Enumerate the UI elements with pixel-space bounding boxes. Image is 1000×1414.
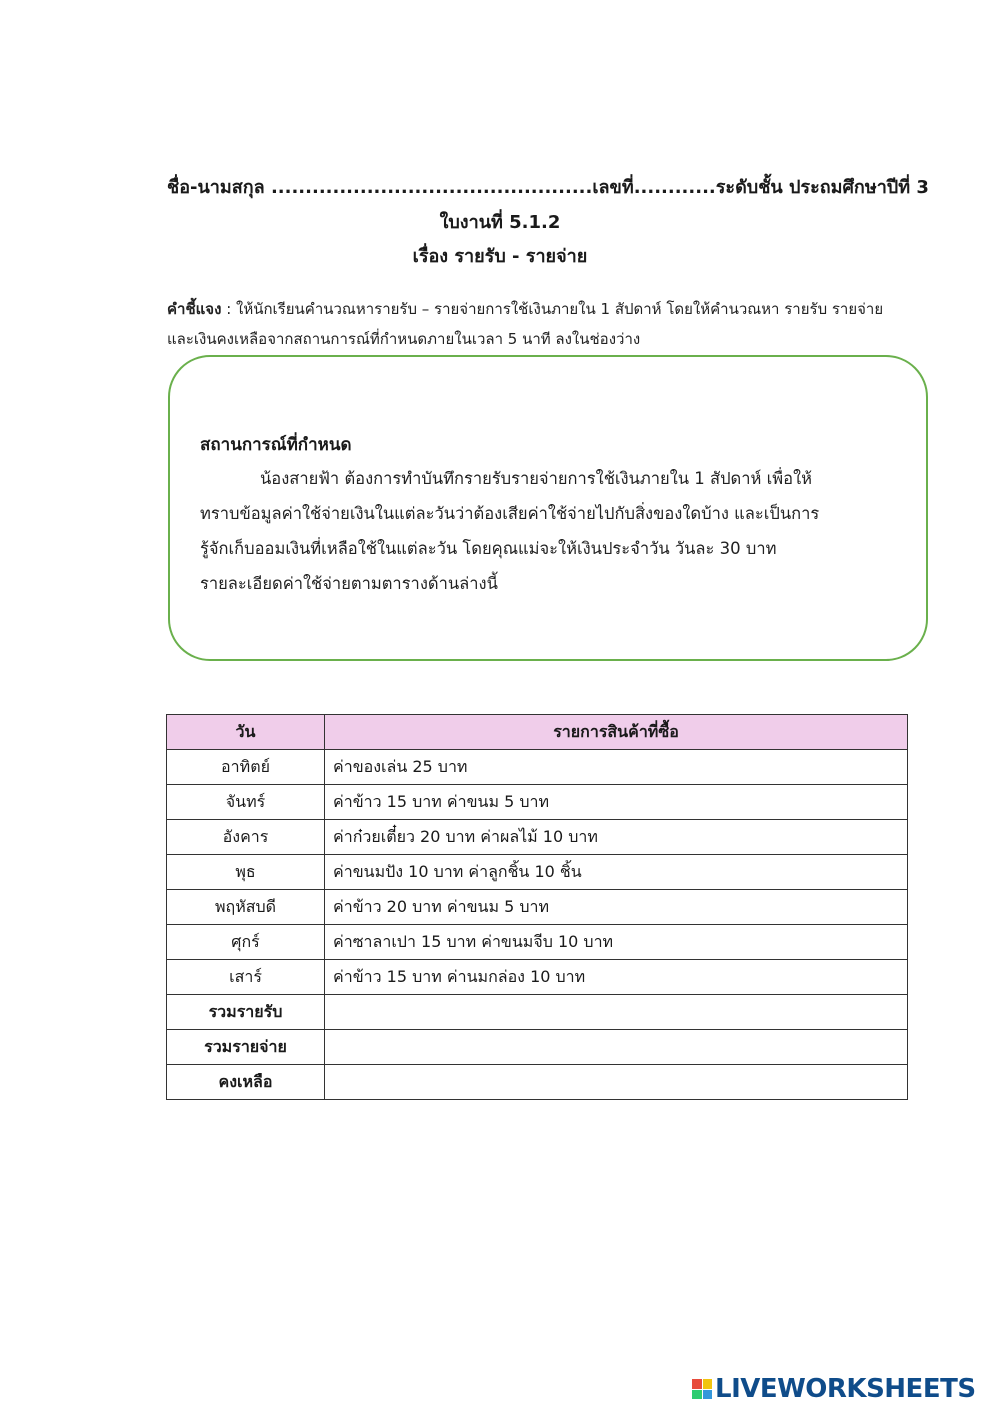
table-row xyxy=(167,925,908,960)
day-cell: พฤหัสบดี xyxy=(167,890,325,925)
day-cell: อาทิตย์ xyxy=(167,750,325,785)
scenario-line: รู้จักเก็บออมเงินที่เหลือใช้ในแต่ละวัน โดยคุณแม่จะให้เงินประจำวัน วันละ 30 บาท xyxy=(200,539,777,558)
summary-label: รวมรายรับ xyxy=(167,995,325,1030)
items-cell: ค่าข้าว 20 บาท ค่าขนม 5 บาท xyxy=(325,890,908,925)
table-row xyxy=(167,960,908,995)
header-items: รายการสินค้าที่ซื้อ xyxy=(325,715,908,750)
items-cell: ค่าซาลาเปา 15 บาท ค่าขนมจีบ 10 บาท xyxy=(325,925,908,960)
instructions-label: คำชี้แจง xyxy=(167,300,222,318)
day-cell: อังคาร xyxy=(167,820,325,855)
scenario-line: ทราบข้อมูลค่าใช้จ่ายเงินในแต่ละวันว่าต้องเสียค่าใช้จ่ายไปกับสิ่งของใดบ้าง และเป็นการ xyxy=(200,504,820,523)
worksheet-number: ใบงานที่ 5.1.2 xyxy=(439,212,561,233)
scenario-line: น้องสายฟ้า ต้องการทำบันทึกรายรับรายจ่ายการใช้เงินภายใน 1 สัปดาห์ เพื่อให้ xyxy=(260,469,813,488)
summary-row-balance xyxy=(167,1065,908,1100)
total-income-answer[interactable] xyxy=(325,995,908,1030)
scenario-box xyxy=(168,355,928,661)
summary-row-income xyxy=(167,995,908,1030)
scenario-line: รายละเอียดค่าใช้จ่ายตามตารางด้านล่างนี้ xyxy=(200,574,498,593)
instructions xyxy=(167,294,887,354)
items-cell: ค่าของเล่น 25 บาท xyxy=(325,750,908,785)
balance-answer[interactable] xyxy=(325,1065,908,1100)
summary-label: รวมรายจ่าย xyxy=(167,1030,325,1065)
table-row xyxy=(167,890,908,925)
table-header-row xyxy=(167,715,908,750)
day-cell: พุธ xyxy=(167,855,325,890)
header-day: วัน xyxy=(167,715,325,750)
day-cell: ศุกร์ xyxy=(167,925,325,960)
total-expense-answer[interactable] xyxy=(325,1030,908,1065)
instructions-text: : ให้นักเรียนคำนวณหารายรับ – รายจ่ายการใช้เงินภายใน 1 สัปดาห์ โดยให้คำนวณหา รายรับ รายจ่าย และเงินคงเหลือจากสถานการณ์ที่กำหนดภายในเวลา 5 นาที ลงในช่องว่าง xyxy=(167,300,884,348)
summary-row-expense xyxy=(167,1030,908,1065)
student-info-line: ชื่อ-นามสกุล ...............................................เลขที่............ระดับชั้น ประถมศึกษาปีที่ 3 xyxy=(167,177,929,198)
day-cell: จันทร์ xyxy=(167,785,325,820)
items-cell: ค่าข้าว 15 บาท ค่าขนม 5 บาท xyxy=(325,785,908,820)
items-cell: ค่าขนมปัง 10 บาท ค่าลูกชิ้น 10 ชิ้น xyxy=(325,855,908,890)
liveworksheets-watermark xyxy=(692,1374,976,1404)
table-row xyxy=(167,820,908,855)
scenario-title: สถานการณ์ที่กำหนด xyxy=(200,435,352,455)
worksheet-subject: เรื่อง รายรับ - รายจ่าย xyxy=(412,246,588,267)
liveworksheets-logo-icon xyxy=(692,1379,712,1399)
items-cell: ค่าข้าว 15 บาท ค่านมกล่อง 10 บาท xyxy=(325,960,908,995)
summary-label: คงเหลือ xyxy=(167,1065,325,1100)
table-row xyxy=(167,785,908,820)
day-cell: เสาร์ xyxy=(167,960,325,995)
watermark-text: LIVEWORKSHEETS xyxy=(715,1374,976,1404)
table-row xyxy=(167,855,908,890)
expense-table xyxy=(166,714,908,1100)
scenario-text xyxy=(200,461,900,601)
items-cell: ค่าก๋วยเตี๋ยว 20 บาท ค่าผลไม้ 10 บาท xyxy=(325,820,908,855)
table-row xyxy=(167,750,908,785)
